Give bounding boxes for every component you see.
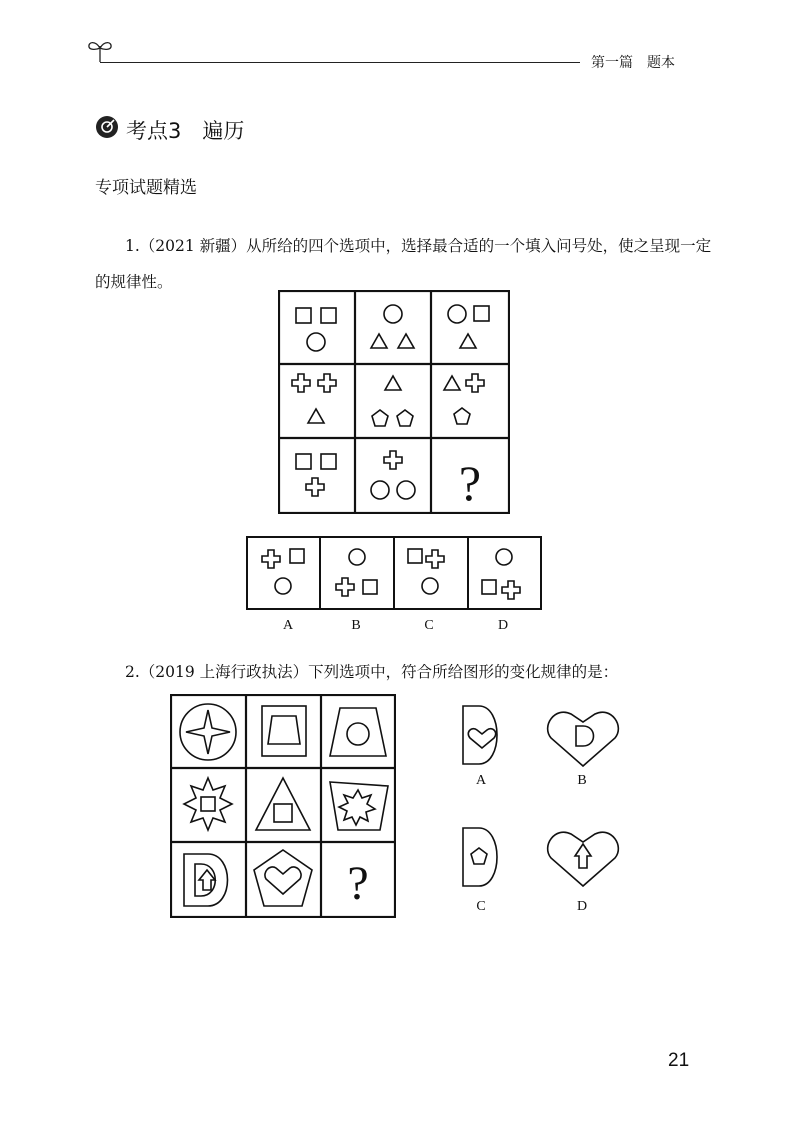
q1-option-d-label: D: [497, 618, 509, 633]
q1-option-b-label: B: [351, 618, 361, 633]
page-number: 21: [668, 1050, 690, 1071]
q2-option-c-label: C: [476, 899, 486, 914]
header-rule: [100, 62, 580, 63]
chapter-title: 第一篇 题本: [591, 55, 675, 71]
section-marker-icon: [95, 115, 119, 139]
q1-option-a-label: A: [282, 618, 294, 633]
question-1-options: [246, 536, 542, 610]
subsection-title: 专项试题精选: [95, 178, 197, 198]
question-2-text: 2.（2019 上海行政执法）下列选项中，符合所给图形的变化规律的是：: [125, 663, 619, 681]
q2-option-d-label: D: [576, 899, 588, 914]
sprout-icon: [86, 36, 116, 64]
q2-option-a-label: A: [475, 773, 487, 788]
question-1-grid: [278, 290, 510, 514]
question-1-mark: ?: [458, 455, 482, 511]
question-2-grid: [170, 694, 396, 918]
question-2-options: [455, 700, 635, 900]
q2-option-b-label: B: [577, 773, 587, 788]
question-2-mark: ?: [347, 857, 369, 910]
section-title: 考点3 遍历: [126, 119, 245, 143]
q1-option-c-label: C: [424, 618, 434, 633]
question-1-text: 1.（2021 新疆）从所给的四个选项中，选择最合适的一个填入问号处，使之呈现一定的规律性。: [95, 237, 712, 291]
